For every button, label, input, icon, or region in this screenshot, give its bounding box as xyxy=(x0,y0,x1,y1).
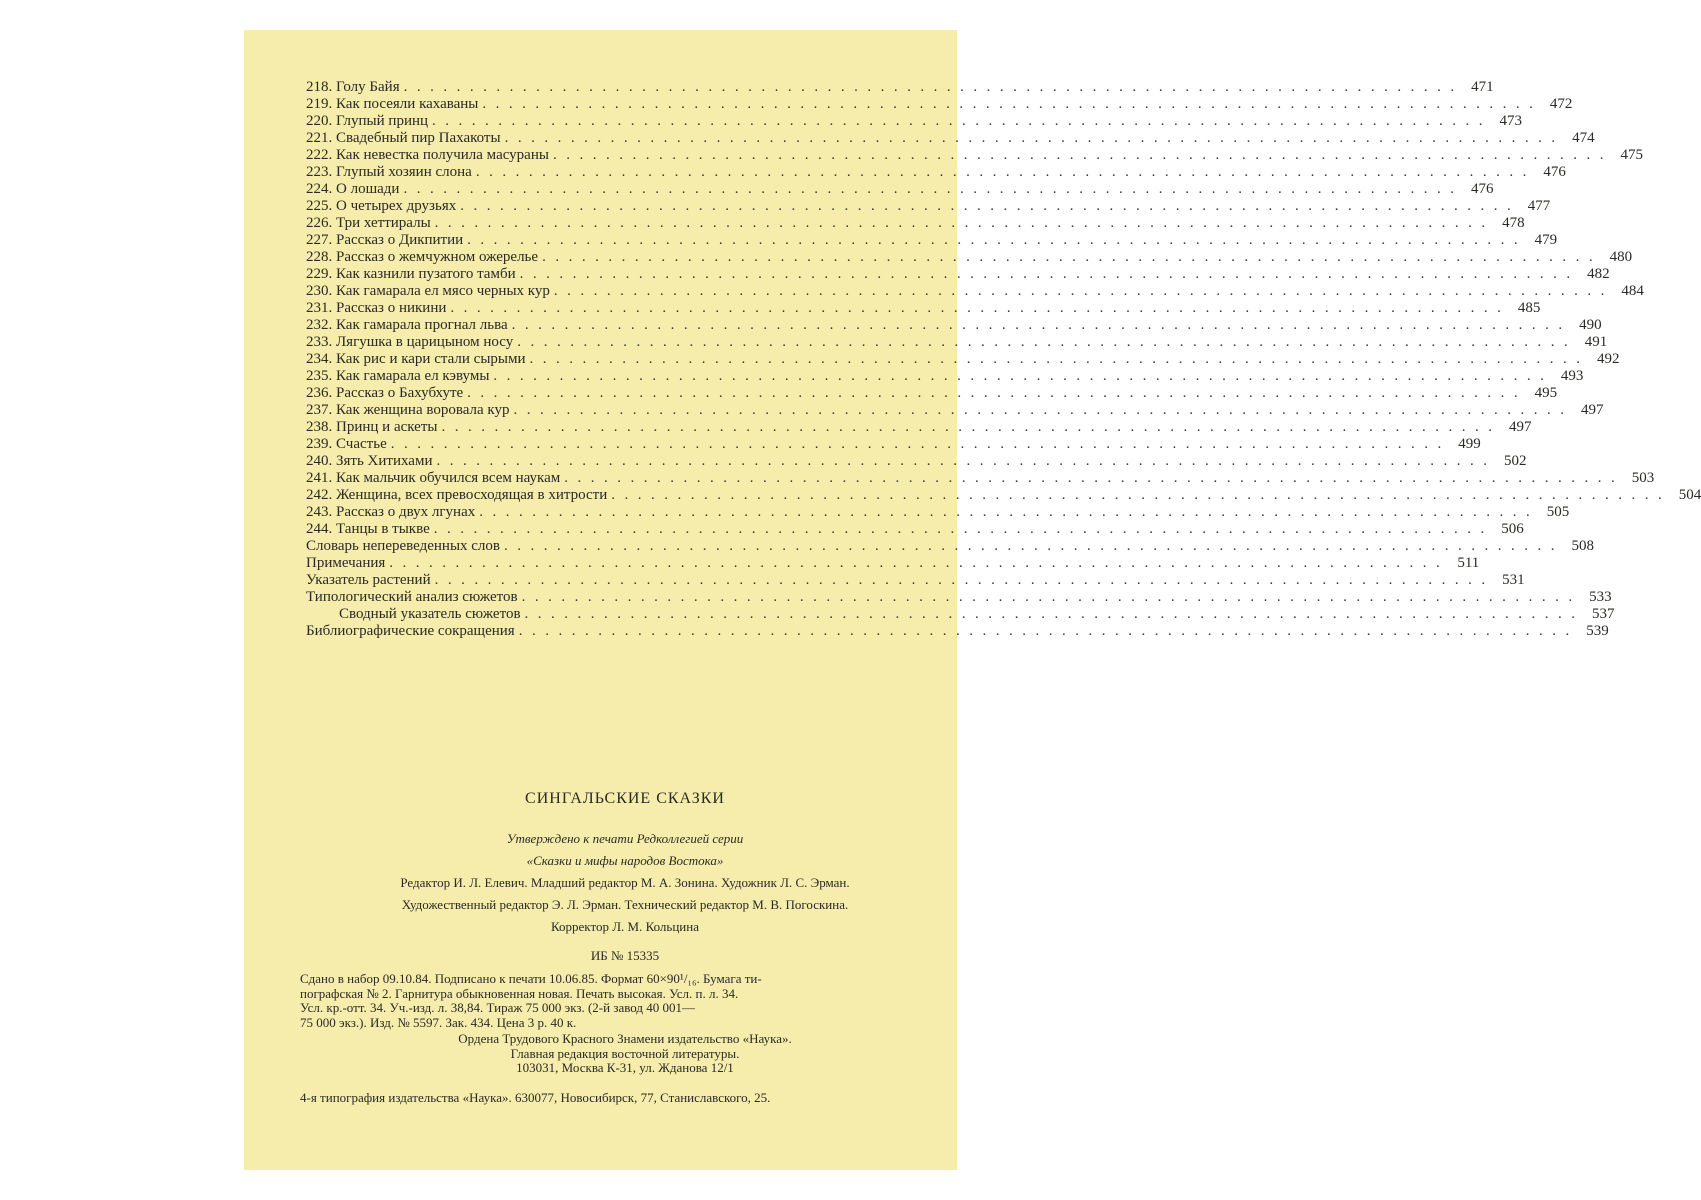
toc-entry-page: 493 xyxy=(1560,368,1584,384)
toc-entry xyxy=(306,300,1541,317)
series-name: «Сказки и мифы народов Востока» xyxy=(526,853,724,868)
toc-entry xyxy=(306,606,1615,623)
printer-info: 4-я типография издательства «Наука». 630077, Новосибирск, 77, Станиславского, 25. xyxy=(300,1089,771,1105)
dot-leader: ................................................................................ xyxy=(389,555,1450,571)
toc-entry-title: 226. Три хеттиралы xyxy=(306,215,435,232)
dot-leader: ................................................................................ xyxy=(542,249,1603,265)
toc-entry xyxy=(306,198,1551,215)
publisher-address: 103031, Москва К-31, ул. Жданова 12/1 xyxy=(516,1060,734,1075)
toc-entry xyxy=(306,249,1633,266)
dot-leader: ................................................................................ xyxy=(519,266,1580,282)
dot-leader: ................................................................................ xyxy=(441,419,1502,435)
toc-entry xyxy=(306,283,1644,300)
specs-line: 75 000 экз.). Изд. № 5597. Зак. 434. Цена 3 р. 40 к. xyxy=(300,1014,577,1030)
toc-entry-title: 235. Как гамарала ел кэвумы xyxy=(306,368,493,385)
toc-entry-title: 218. Голу Байя xyxy=(306,79,404,96)
toc-entry xyxy=(306,470,1655,487)
toc-entry-page: 475 xyxy=(1620,147,1643,163)
toc-entry-page: 471 xyxy=(1471,79,1494,95)
dot-leader: ................................................................................ xyxy=(517,334,1578,350)
approval-note xyxy=(300,828,950,872)
toc-entry xyxy=(306,164,1566,181)
dot-leader: ................................................................................ xyxy=(479,504,1540,520)
toc-entry-page: 492 xyxy=(1597,351,1620,367)
toc-entry-title: 219. Как посеяли кахаваны xyxy=(306,96,482,113)
toc-entry-title: 231. Рассказ о никини xyxy=(306,300,450,317)
toc-entry-title: 220. Глупый принц xyxy=(306,113,432,130)
toc-entry xyxy=(306,487,1701,504)
toc-entry-title: Указатель растений xyxy=(306,572,435,589)
toc-entry-title: 236. Рассказ о Бахубхуте xyxy=(306,385,467,402)
table-of-contents xyxy=(306,79,1701,640)
toc-entry-page: 497 xyxy=(1508,419,1532,435)
toc-entry-page: 531 xyxy=(1502,572,1525,588)
toc-entry-title: 234. Как рис и кари стали сырыми xyxy=(306,351,530,368)
toc-entry xyxy=(306,589,1612,606)
dot-leader: ................................................................................ xyxy=(504,538,1565,554)
staff-line: Корректор Л. М. Кольцина xyxy=(551,919,699,934)
toc-entry xyxy=(306,317,1602,334)
toc-entry xyxy=(306,181,1494,198)
toc-entry-title: 238. Принц и аскеты xyxy=(306,419,441,436)
dot-leader: ................................................................................ xyxy=(524,606,1585,622)
toc-entry-title: Примечания xyxy=(306,555,389,572)
toc-entry xyxy=(306,368,1584,385)
toc-entry-title: 224. О лошади xyxy=(306,181,403,198)
toc-entry-page: 539 xyxy=(1586,623,1609,639)
dot-leader: ................................................................................ xyxy=(432,113,1493,129)
toc-entry xyxy=(306,147,1643,164)
book-title: СИНГАЛЬСКИЕ СКАЗКИ xyxy=(525,790,725,807)
toc-entry xyxy=(306,504,1570,521)
toc-entry xyxy=(306,351,1620,368)
toc-entry xyxy=(306,538,1595,555)
publisher-info xyxy=(300,1032,950,1076)
book-page xyxy=(244,30,1701,1170)
toc-entry-title: 242. Женщина, всех превосходящая в хитрости xyxy=(306,487,611,504)
dot-leader: ................................................................................ xyxy=(460,198,1521,214)
toc-entry-page: 490 xyxy=(1579,317,1602,333)
toc-entry xyxy=(306,402,1604,419)
toc-entry-page: 511 xyxy=(1457,555,1480,571)
dot-leader: ................................................................................ xyxy=(493,368,1554,384)
toc-entry-page: 537 xyxy=(1592,606,1615,622)
toc-entry-page: 504 xyxy=(1678,487,1701,503)
toc-entry-title: 222. Как невестка получила масураны xyxy=(306,147,553,164)
toc-entry xyxy=(306,96,1573,113)
dot-leader: ................................................................................ xyxy=(434,215,1495,231)
toc-entry-title: 232. Как гамарала прогнал льва xyxy=(306,317,512,334)
toc-entry xyxy=(306,419,1532,436)
toc-entry-title: 241. Как мальчик обучился всем наукам xyxy=(306,470,564,487)
toc-entry xyxy=(306,130,1595,147)
toc-entry-page: 485 xyxy=(1517,300,1541,316)
toc-entry-page: 491 xyxy=(1584,334,1608,350)
specs-line: Сдано в набор 09.10.84. Подписано к печати 10.06.85. Формат 60×90¹/₁₆. Бумага ти- xyxy=(300,971,762,986)
toc-entry-title: 229. Как казнили пузатого тамби xyxy=(306,266,520,283)
dot-leader: ................................................................................ xyxy=(504,130,1565,146)
toc-entry-page: 474 xyxy=(1572,130,1595,146)
dot-leader: ................................................................................ xyxy=(521,589,1582,605)
dot-leader: ................................................................................ xyxy=(511,317,1572,333)
toc-entry-page: 495 xyxy=(1534,385,1558,401)
toc-entry-page: 476 xyxy=(1470,181,1494,197)
toc-entry xyxy=(306,555,1480,572)
toc-entry-title: 228. Рассказ о жемчужном ожерелье xyxy=(306,249,542,266)
dot-leader: ................................................................................ xyxy=(529,351,1590,367)
imprint-block xyxy=(300,790,950,1106)
toc-entry xyxy=(306,385,1558,402)
toc-entry xyxy=(306,436,1481,453)
toc-entry-title: 239. Счастье xyxy=(306,436,391,453)
dot-leader: ................................................................................ xyxy=(403,181,1464,197)
dot-leader: ................................................................................ xyxy=(450,300,1511,316)
dot-leader: ................................................................................ xyxy=(482,96,1543,112)
toc-entry-page: 497 xyxy=(1581,402,1604,418)
printing-specs xyxy=(300,972,950,1030)
editorial-staff xyxy=(300,872,950,938)
toc-entry-page: 503 xyxy=(1631,470,1655,486)
toc-entry xyxy=(306,113,1523,130)
toc-entry-title: Сводный указатель сюжетов xyxy=(306,606,525,623)
toc-entry-page: 479 xyxy=(1534,232,1558,248)
staff-line: Художественный редактор Э. Л. Эрман. Технический редактор М. В. Погоскина. xyxy=(401,897,849,912)
toc-entry-title: 225. О четырех друзьях xyxy=(306,198,460,215)
specs-line: пографская № 2. Гарнитура обыкновенная новая. Печать высокая. Усл. п. л. 34. xyxy=(300,985,739,1001)
toc-entry-page: 505 xyxy=(1546,504,1570,520)
toc-entry-title: 227. Рассказ о Дикпитии xyxy=(306,232,467,249)
dot-leader: ................................................................................ xyxy=(611,487,1672,503)
dot-leader: ................................................................................ xyxy=(553,283,1614,299)
toc-entry xyxy=(306,79,1494,96)
publisher-line: Главная редакция восточной литературы. xyxy=(510,1045,740,1061)
toc-entry xyxy=(306,266,1610,283)
toc-entry-page: 477 xyxy=(1527,198,1551,214)
toc-entry-page: 533 xyxy=(1589,589,1612,605)
toc-entry-page: 478 xyxy=(1502,215,1525,231)
toc-entry-title: 237. Как женщина воровала кур xyxy=(306,402,514,419)
ib-number: ИБ № 15335 xyxy=(590,948,660,963)
toc-entry xyxy=(306,215,1525,232)
dot-leader: ................................................................................ xyxy=(552,147,1613,163)
toc-entry xyxy=(306,623,1609,640)
toc-entry xyxy=(306,572,1525,589)
toc-entry-title: 240. Зять Хитихами xyxy=(306,453,436,470)
toc-entry-page: 499 xyxy=(1458,436,1481,452)
toc-entry-title: 230. Как гамарала ел мясо черных кур xyxy=(306,283,554,300)
toc-entry xyxy=(306,453,1527,470)
toc-entry-title: Словарь непереведенных слов xyxy=(306,538,504,555)
dot-leader: ................................................................................ xyxy=(436,453,1497,469)
toc-entry-title: Библиографические сокращения xyxy=(306,623,519,640)
toc-entry-page: 476 xyxy=(1543,164,1566,180)
approval-line: Утверждено к печати Редколлегией серии xyxy=(506,831,744,846)
toc-entry xyxy=(306,521,1524,538)
dot-leader: ................................................................................ xyxy=(513,402,1574,418)
dot-leader: ................................................................................ xyxy=(434,572,1495,588)
toc-entry-title: Типологический анализ сюжетов xyxy=(306,589,522,606)
toc-entry-title: 221. Свадебный пир Пахакоты xyxy=(306,130,505,147)
dot-leader: ................................................................................ xyxy=(467,232,1528,248)
dot-leader: ................................................................................ xyxy=(564,470,1625,486)
toc-entry-page: 473 xyxy=(1499,113,1523,129)
dot-leader: ................................................................................ xyxy=(433,521,1494,537)
toc-entry-page: 482 xyxy=(1587,266,1610,282)
dot-leader: ................................................................................ xyxy=(475,164,1536,180)
staff-line: Редактор И. Л. Елевич. Младший редактор М. А. Зонина. Художник Л. С. Эрман. xyxy=(400,875,850,890)
toc-entry-title: 233. Лягушка в царицыном носу xyxy=(306,334,517,351)
toc-entry-title: 243. Рассказ о двух лгунах xyxy=(306,504,479,521)
dot-leader: ................................................................................ xyxy=(403,79,1464,95)
toc-entry xyxy=(306,334,1608,351)
toc-entry-title: 244. Танцы в тыкве xyxy=(306,521,434,538)
toc-entry-page: 506 xyxy=(1501,521,1524,537)
toc-entry-page: 502 xyxy=(1503,453,1527,469)
publisher-line: Ордена Трудового Красного Знамени издательство «Наука». xyxy=(458,1031,792,1046)
specs-line: Усл. кр.-отт. 34. Уч.-изд. л. 38,84. Тираж 75 000 экз. (2-й завод 40 001— xyxy=(300,1000,696,1015)
toc-entry-page: 480 xyxy=(1609,249,1633,265)
dot-leader: ................................................................................ xyxy=(467,385,1528,401)
toc-entry xyxy=(306,232,1558,249)
toc-entry-title: 223. Глупый хозяин слона xyxy=(306,164,476,181)
toc-entry-page: 484 xyxy=(1621,283,1644,299)
toc-entry-page: 472 xyxy=(1549,96,1573,112)
toc-entry-page: 508 xyxy=(1571,538,1595,554)
dot-leader: ................................................................................ xyxy=(518,623,1579,639)
dot-leader: ................................................................................ xyxy=(390,436,1451,452)
